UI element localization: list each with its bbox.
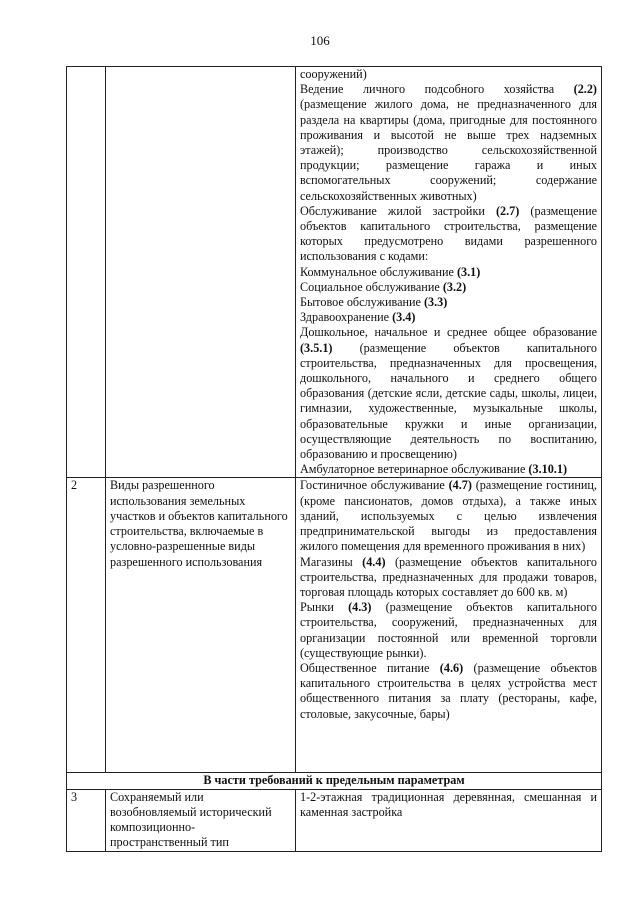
row-uses: [296, 478, 602, 773]
use-text: Рынки: [300, 600, 349, 615]
use-text: (размещение гостиниц, (кроме пансионатов, домов отдыха), а также иных зданий, используемых с целью извлечения предпринимательской выгоды из предоставления жилого помещения для временного проживания в них): [300, 478, 597, 554]
row-number: [67, 67, 106, 478]
use-text: Обслуживание жилой застройки: [300, 203, 496, 218]
use-text: Амбулаторное ветеринарное обслуживание: [300, 462, 529, 477]
use-entry: [300, 67, 597, 82]
use-code: (3.2): [442, 279, 467, 294]
use-text: Общественное питание: [300, 660, 440, 675]
use-entry: [300, 280, 597, 295]
use-entry: [300, 265, 597, 280]
use-code: (3.4): [392, 310, 416, 325]
section-heading-row: [67, 773, 602, 789]
use-text: Магазины: [300, 554, 363, 569]
use-code: (4.3): [348, 600, 372, 615]
use-code: (4.6): [439, 660, 464, 675]
row-number: 3: [67, 789, 106, 851]
use-code: (3.3): [423, 295, 448, 310]
use-text: Социальное обслуживание: [300, 279, 443, 294]
use-code: (4.7): [448, 478, 472, 493]
use-code: (3.1): [456, 264, 481, 279]
use-text: Дошкольное, начальное и среднее общее образование: [300, 325, 597, 340]
use-entry: [300, 661, 597, 722]
zoning-table: [66, 66, 602, 852]
use-entry: [300, 462, 597, 477]
row-category: Виды разрешенного использования земельных участков и объектов капитального строительства, включаемые в условно-разрешенные виды разрешенного использования: [106, 478, 296, 773]
use-text: Здравоохранение: [300, 310, 393, 325]
use-code: (2.7): [495, 203, 520, 218]
use-entry: [300, 600, 597, 661]
use-text: (размещение объектов капитального строительства в целях устройства мест общественного питания за плату (рестораны, кафе, столовые, закусочные, бары): [300, 660, 597, 721]
use-text: Ведение личного подсобного хозяйства: [300, 82, 574, 97]
use-text: Коммунальное обслуживание: [300, 264, 457, 279]
use-entry: [300, 325, 597, 462]
use-text: Гостиничное обслуживание: [300, 478, 449, 493]
use-code: (2.2): [573, 82, 597, 97]
use-code: (3.5.1): [300, 340, 333, 355]
use-entry: [300, 310, 597, 325]
use-text: Бытовое обслуживание: [300, 295, 424, 310]
use-entry: [300, 555, 597, 601]
use-text: (размещение объектов капитального строительства, размещение которых предусмотрено видами разрешенного использования с кодами:: [300, 203, 597, 264]
use-entry: [300, 478, 597, 554]
use-text: (размещение жилого дома, не предназначенного для раздела на квартиры (дома, пригодные для постоянного проживания и высотой не выше трех надземных этажей); производство сельскохозяйственной продукции; размещение гаража и иных вспомогательных сооружений; содержание сельскохозяйственных животных): [300, 97, 597, 203]
use-text: (размещение объектов капитального строительства, сооружений, предназначенных для организации постоянной или временной торговли (существующие рынки).: [300, 600, 597, 660]
use-entry: [300, 82, 597, 204]
row-uses: [296, 67, 602, 478]
use-text: сооружений): [300, 67, 367, 81]
use-code: (3.10.1): [528, 462, 568, 477]
use-entry: [300, 295, 597, 310]
row-number: 2: [67, 478, 106, 773]
table-row: [67, 67, 602, 478]
table-row: [67, 789, 602, 851]
section-heading: В части требований к предельным параметрам: [67, 773, 602, 789]
use-text: (размещение объектов капитального строительства, предназначенных для просвещения, дошкольного, начального и среднего общего образования (детские ясли, детские сады, школы, лицеи, гимназии, художественные, музыкальные школы, образовательные кружки и иные организации, осуществляющие деятельность по воспитанию, образованию и просвещению): [300, 340, 597, 462]
use-text: (размещение объектов капитального строительства, предназначенных для продажи товаров, торговая площадь которых составляет до 600 кв. м): [300, 554, 597, 599]
page-number: 106: [310, 33, 330, 48]
row-value: 1-2-этажная традиционная деревянная, смешанная и каменная застройка: [296, 789, 602, 851]
use-entry: [300, 204, 597, 265]
row-category: Сохраняемый или возобновляемый исторический композиционно-пространственный тип: [106, 789, 296, 851]
table-row: [67, 478, 602, 773]
use-code: (4.4): [362, 554, 386, 569]
row-category: [106, 67, 296, 478]
